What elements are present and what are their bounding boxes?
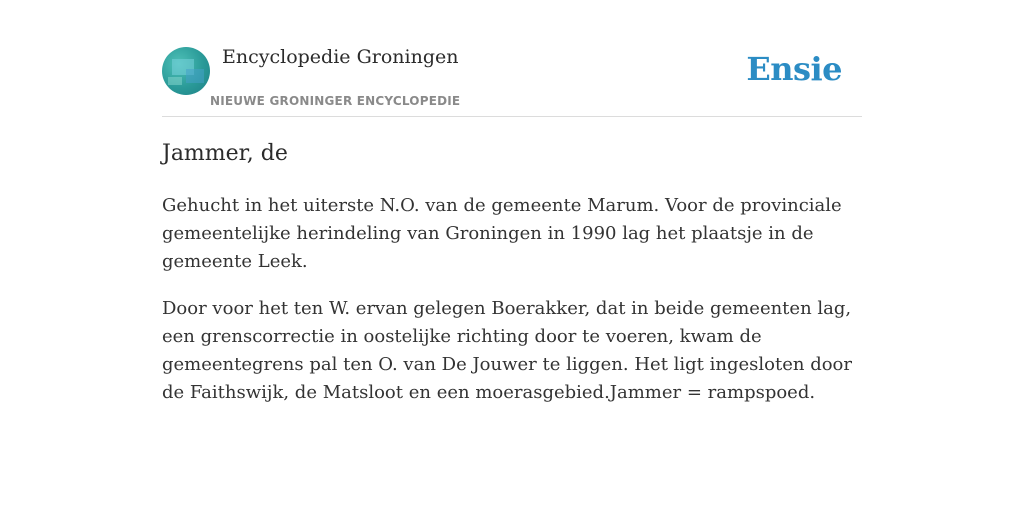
site-subtitle: NIEUWE GRONINGER ENCYCLOPEDIE (210, 94, 461, 108)
article-paragraph: Door voor het ten W. ervan gelegen Boerakker, dat in beide gemeenten lag, een grenscorrectie in oostelijke richting door te voeren, kwam de gemeentegrens pal ten O. van De Jouwer te liggen. Het ligt ingesloten door de Faithswijk, de Matsloot en een moerasgebied.Jammer = rampspoed. (162, 298, 852, 403)
article-title: Jammer, de (162, 141, 288, 166)
article-body (162, 192, 862, 426)
ensie-brand-link[interactable]: Ensie (746, 50, 842, 88)
page (162, 0, 862, 403)
encyclopedia-logo-icon[interactable] (162, 47, 210, 95)
site-header (162, 0, 862, 117)
article-paragraph: Gehucht in het uiterste N.O. van de gemeente Marum. Voor de provinciale gemeentelijke herindeling van Groningen in 1990 lag het plaatsje in de gemeente Leek. (162, 195, 842, 272)
site-title[interactable]: Encyclopedie Groningen (222, 46, 459, 68)
